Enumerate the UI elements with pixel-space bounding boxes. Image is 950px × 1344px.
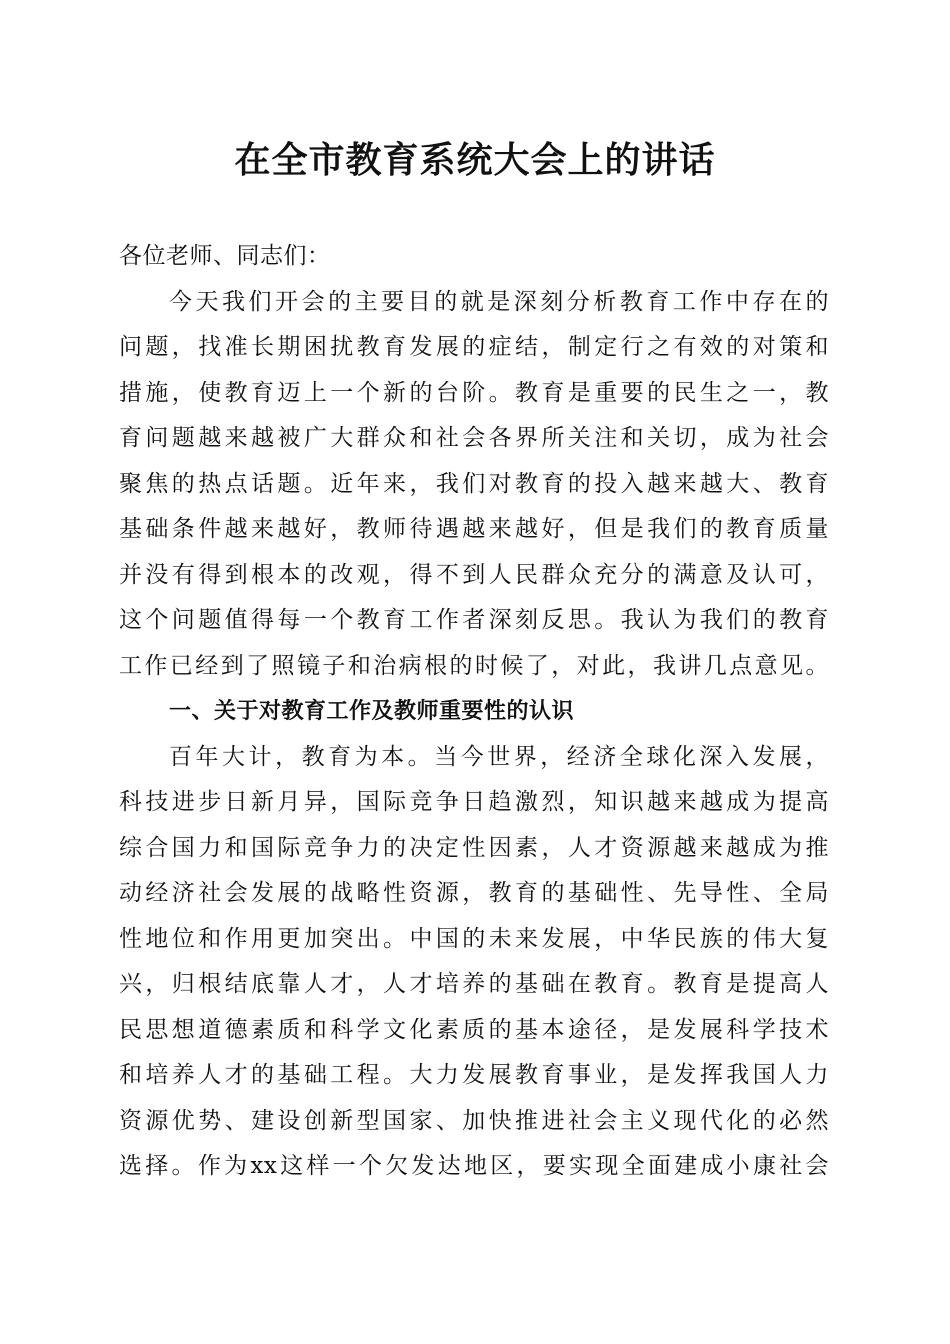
paragraph-line: 选择。作为xx这样一个欠发达地区，要实现全面建成小康社会 bbox=[119, 1153, 829, 1179]
paragraph-line: 育问题越来越被广大群众和社会各界所关注和关切，成为社会 bbox=[119, 425, 829, 451]
paragraph-line: 措施，使教育迈上一个新的台阶。教育是重要的民生之一，教 bbox=[119, 379, 829, 406]
paragraph-line: 性地位和作用更加突出。中国的未来发展，中华民族的伟大复 bbox=[119, 925, 829, 952]
paragraph-line: 民思想道德素质和科学文化素质的基本途径，是发展科学技术 bbox=[119, 1016, 829, 1043]
paragraph-line: 科技进步日新月异，国际竞争日趋激烈，知识越来越成为提高 bbox=[119, 789, 829, 815]
document-title: 在全市教育系统大会上的讲话 bbox=[234, 139, 716, 181]
paragraph-line: 兴，归根结底靠人才，人才培养的基础在教育。教育是提高人 bbox=[119, 971, 829, 997]
paragraph-line: 工作已经到了照镜子和治病根的时候了，对此，我讲几点意见。 bbox=[119, 652, 829, 679]
paragraph-line: 百年大计，教育为本。当今世界，经济全球化深入发展， bbox=[169, 743, 829, 770]
section-heading: 一、关于对教育工作及教师重要性的认识 bbox=[169, 699, 575, 724]
document-body bbox=[119, 234, 829, 1190]
paragraph-line: 综合国力和国际竞争力的决定性因素，人才资源越来越成为推 bbox=[119, 834, 829, 861]
paragraph-line: 聚焦的热点话题。近年来，我们对教育的投入越来越大、教育 bbox=[119, 470, 829, 497]
paragraph-line: 这个问题值得每一个教育工作者深刻反思。我认为我们的教育 bbox=[119, 607, 829, 633]
paragraph-line: 问题，找准长期困扰教育发展的症结，制定行之有效的对策和 bbox=[119, 334, 829, 360]
paragraph-line: 今天我们开会的主要目的就是深刻分析教育工作中存在的 bbox=[169, 288, 829, 315]
paragraph-line: 并没有得到根本的改观，得不到人民群众充分的满意及认可， bbox=[119, 561, 829, 588]
paragraph-line: 和培养人才的基础工程。大力发展教育事业，是发挥我国人力 bbox=[119, 1062, 829, 1088]
paragraph-line: 基础条件越来越好，教师待遇越来越好，但是我们的教育质量 bbox=[119, 516, 829, 542]
paragraph-line: 资源优势、建设创新型国家、加快推进社会主义现代化的必然 bbox=[119, 1107, 829, 1134]
salutation: 各位老师、同志们： bbox=[119, 243, 331, 269]
paragraph-line: 动经济社会发展的战略性资源，教育的基础性、先导性、全局 bbox=[119, 880, 829, 906]
